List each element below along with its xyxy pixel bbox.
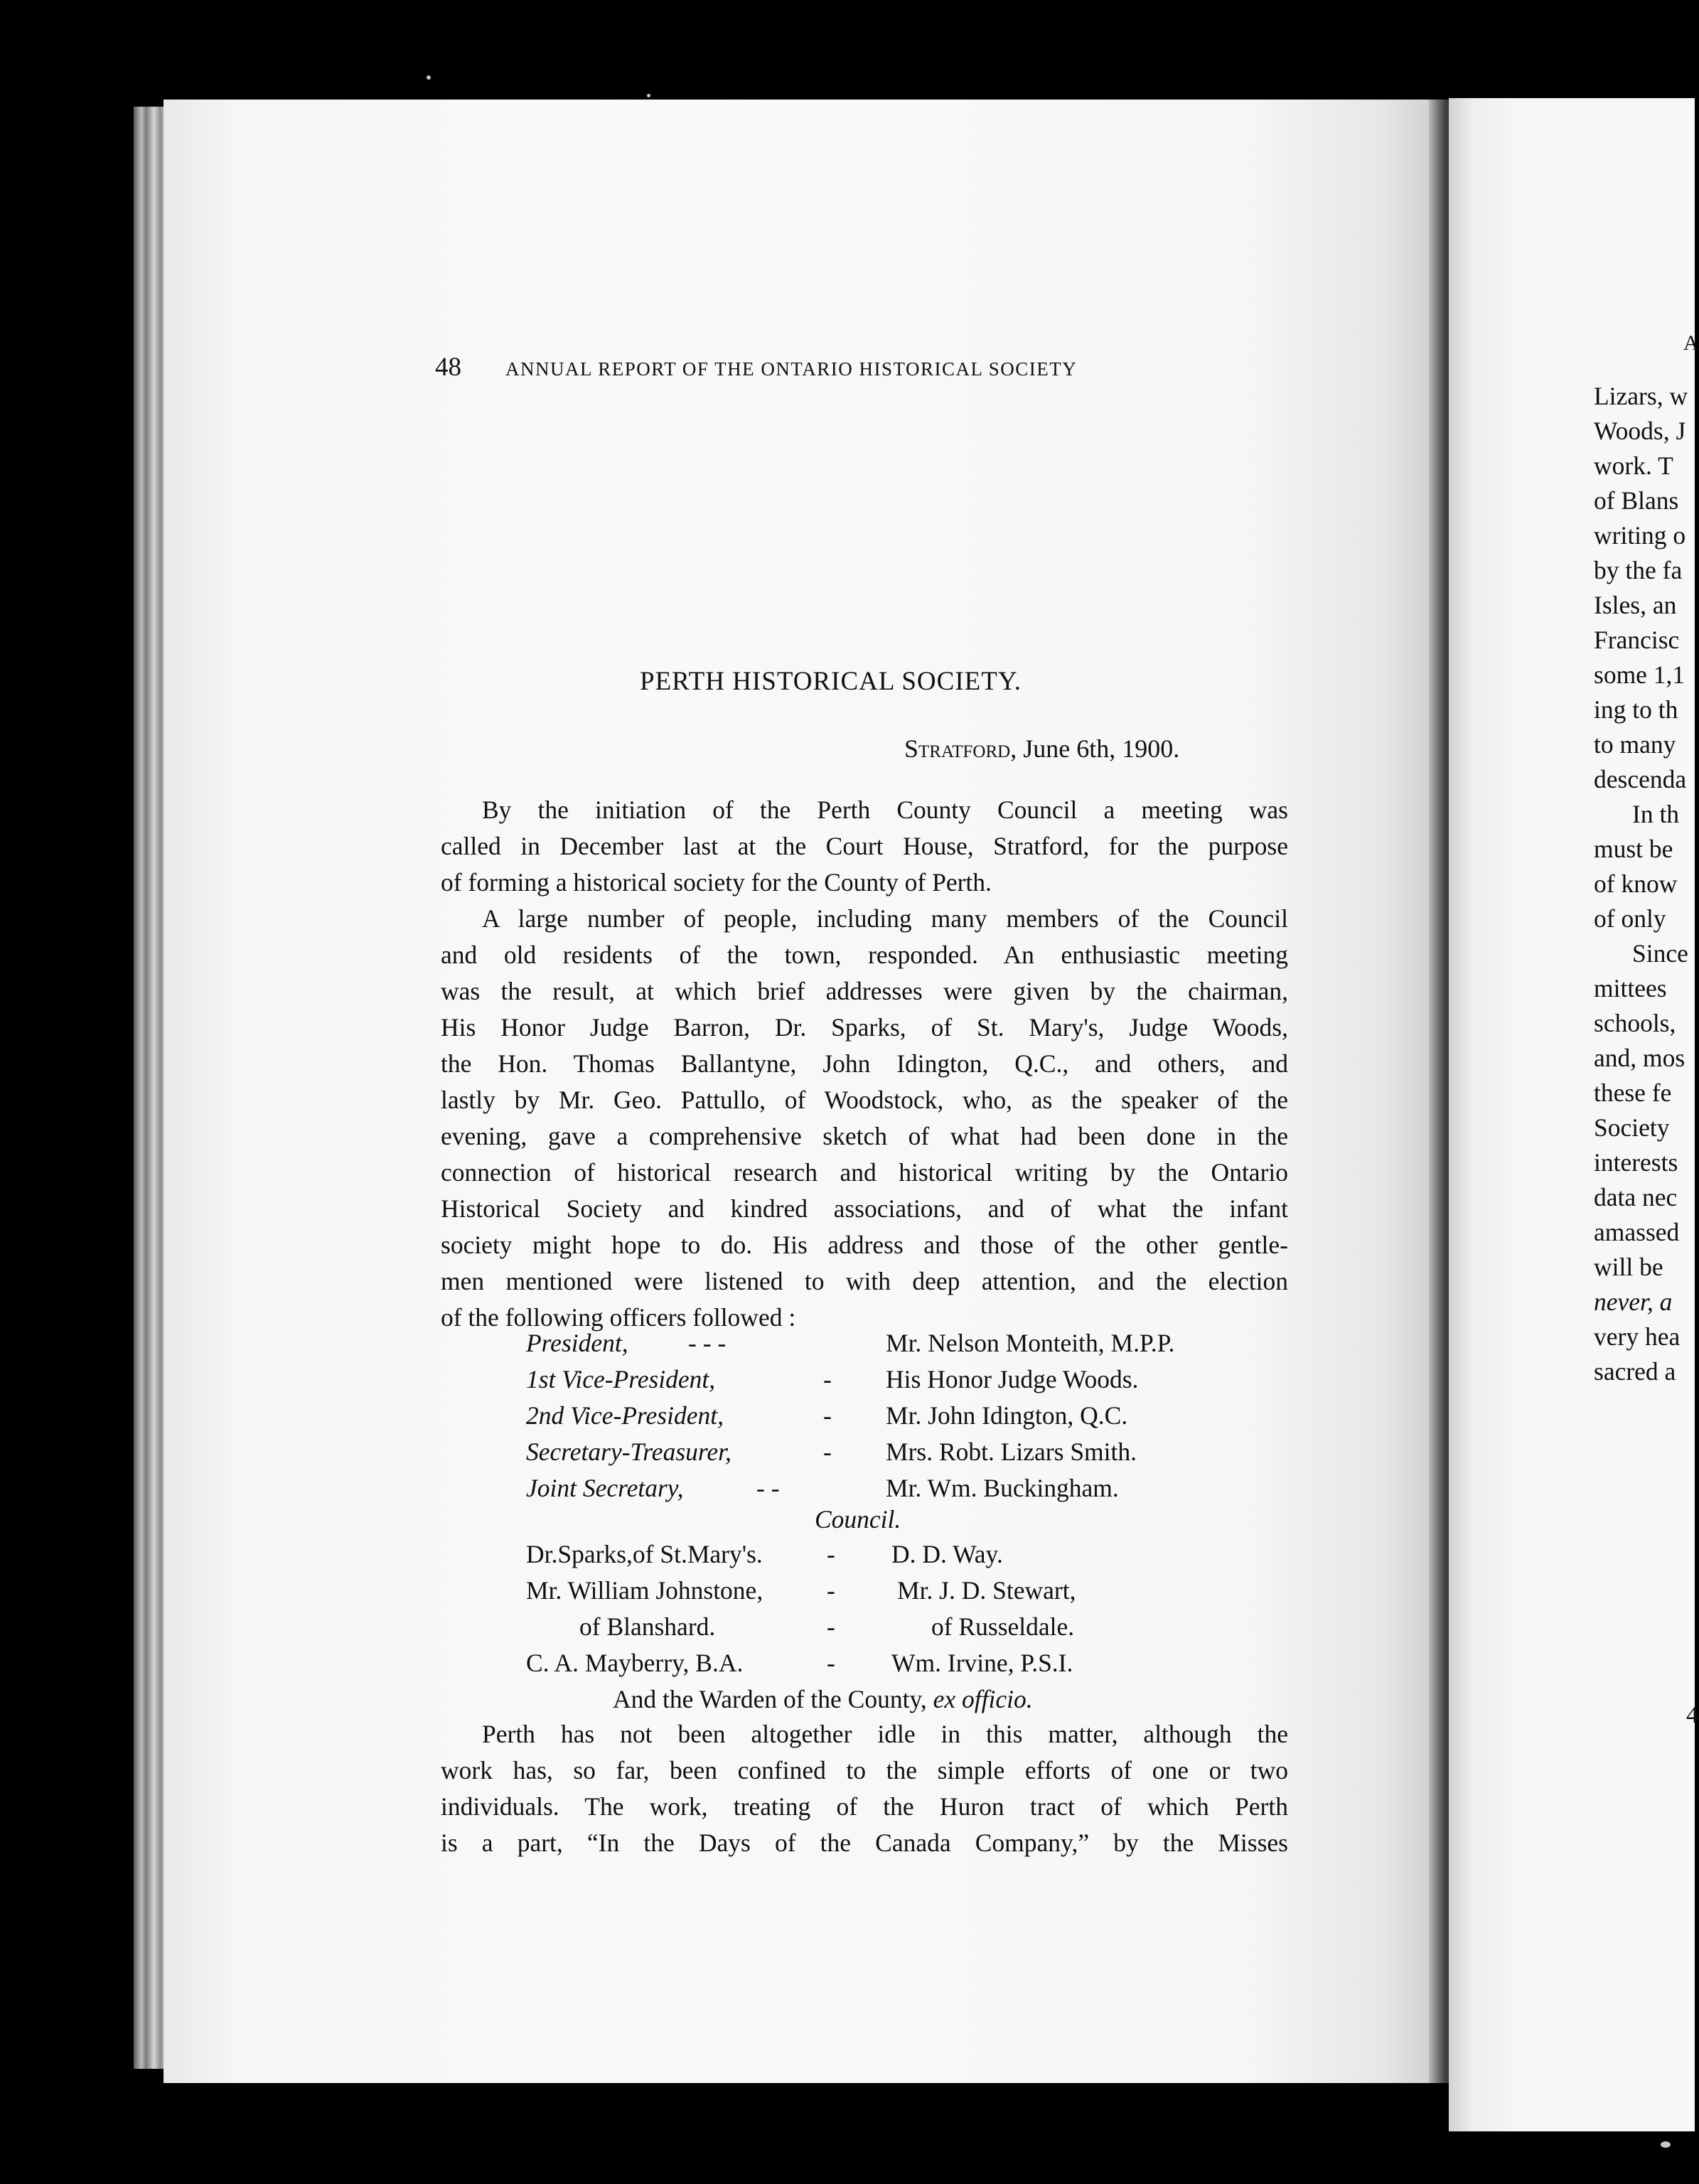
speck (427, 75, 431, 80)
facing-line: mittees (1594, 974, 1667, 1002)
facing-line: writing o (1594, 521, 1686, 550)
facing-line: Lizars, w (1594, 382, 1688, 410)
facing-line: these fe (1594, 1078, 1672, 1107)
text-line: men mentioned were listened to with deep attention, and the election (441, 1267, 1288, 1295)
page-number: 48 (435, 353, 461, 382)
officer-name: Mrs. Robt. Lizars Smith. (886, 1438, 1137, 1466)
text-line: called in December last at the Court House, Stratford, for the purpose (441, 832, 1288, 860)
facing-line: interests (1594, 1148, 1678, 1177)
facing-line: by the fa (1594, 556, 1683, 584)
council-member: Mr. J. D. Stewart, (897, 1576, 1076, 1605)
text-line: work has, so far, been confined to the simple efforts of one or two (441, 1756, 1288, 1784)
facing-line: never, a (1594, 1288, 1673, 1316)
facing-line: of only (1594, 904, 1666, 933)
text-line: society might hope to do. His address and those of the other gentle- (441, 1231, 1288, 1259)
facing-line: of know (1594, 869, 1678, 898)
text-line: lastly by Mr. Geo. Pattullo, of Woodstock, who, as the speaker of the (441, 1086, 1288, 1114)
facing-line: Francisc (1594, 626, 1680, 654)
text-line: individuals. The work, treating of the Huron tract of which Perth (441, 1792, 1288, 1821)
text-line: A large number of people, including many members of the Council (482, 904, 1288, 933)
officer-dash: - (823, 1438, 832, 1466)
facing-line: Since (1632, 939, 1688, 968)
text-line: is a part, “In the Days of the Canada Company,” by the Misses (441, 1829, 1288, 1857)
facing-line: schools, (1594, 1009, 1676, 1037)
facing-line: data nec (1594, 1183, 1678, 1211)
warden-line (613, 1687, 1033, 1713)
council-member: Mr. William Johnstone, (526, 1576, 763, 1605)
warden-text: And the Warden of the County, (613, 1685, 927, 1713)
article-title: PERTH HISTORICAL SOCIETY. (640, 667, 1022, 696)
council-dash: - (827, 1540, 835, 1568)
officer-role: 1st Vice-President, (526, 1365, 716, 1393)
facing-line: some 1,1 (1594, 660, 1685, 689)
facing-line: very hea (1594, 1322, 1681, 1351)
facing-line: will be (1594, 1253, 1663, 1281)
text-line: His Honor Judge Barron, Dr. Sparks, of St. Mary's, Judge Woods, (441, 1013, 1288, 1042)
text-line: was the result, at which brief addresses were given by the chairman, (441, 977, 1288, 1005)
officer-role: Secretary-Treasurer, (526, 1438, 731, 1466)
council-dash: - (827, 1649, 835, 1677)
council-member: D. D. Way. (891, 1540, 1003, 1568)
officer-dash: - - (756, 1474, 780, 1502)
facing-line: Woods, J (1594, 417, 1686, 445)
facing-line: Isles, an (1594, 591, 1677, 619)
officer-dash: - (823, 1365, 832, 1393)
council-member: Wm. Irvine, P.S.I. (891, 1649, 1073, 1677)
facing-line: ing to th (1594, 695, 1678, 724)
council-member-place: of Blanshard. (579, 1612, 716, 1641)
officer-role: Joint Secretary, (526, 1474, 684, 1502)
facing-line: In th (1632, 800, 1680, 828)
text-line: connection of historical research and historical writing by the Ontario (441, 1158, 1288, 1187)
text-line: and old residents of the town, responded. An enthusiastic meeting (441, 941, 1288, 969)
text-line: By the initiation of the Perth County Council a meeting was (482, 796, 1288, 824)
council-dash: - (827, 1576, 835, 1605)
facing-line: of Blans (1594, 486, 1679, 515)
council-member: Dr.Sparks,of St.Mary's. (526, 1540, 763, 1568)
speck (647, 94, 650, 97)
facing-line: Society (1594, 1113, 1670, 1142)
facing-line: work. T (1594, 451, 1673, 480)
council-member-place: of Russeldale. (931, 1612, 1075, 1641)
text-line: of the following officers followed : (441, 1303, 796, 1332)
facing-line: descenda (1594, 765, 1687, 793)
officer-role: 2nd Vice-President, (526, 1401, 724, 1430)
dateline (904, 734, 1179, 764)
text-line: evening, gave a comprehensive sketch of what had been done in the (441, 1122, 1288, 1150)
facing-line: amassed (1594, 1218, 1680, 1246)
facing-line: and, mos (1594, 1044, 1685, 1072)
facing-page-header: A (1683, 331, 1699, 355)
facing-line: must be (1594, 835, 1673, 863)
council-heading: Council. (815, 1505, 901, 1533)
speck (1661, 2141, 1671, 2148)
running-title: ANNUAL REPORT OF THE ONTARIO HISTORICAL SOCIETY (505, 358, 1078, 380)
text-line: the Hon. Thomas Ballantyne, John Idington, Q.C., and others, and (441, 1049, 1288, 1078)
dateline-date: June 6th, 1900. (1023, 734, 1180, 763)
officer-name: Mr. Nelson Monteith, M.P.P. (886, 1329, 1175, 1357)
facing-line: sacred a (1594, 1357, 1676, 1386)
officer-dash: - (823, 1401, 832, 1430)
officer-dash: - - - (688, 1329, 727, 1357)
warden-ex-officio: ex officio. (933, 1685, 1033, 1713)
officer-role: President, (526, 1329, 628, 1357)
text-line: Perth has not been altogether idle in this matter, although the (482, 1720, 1288, 1748)
council-dash: - (827, 1612, 835, 1641)
dateline-place: Stratford, (904, 734, 1017, 763)
text-line: Historical Society and kindred associations, and of what the infant (441, 1194, 1288, 1223)
council-member: C. A. Mayberry, B.A. (526, 1649, 744, 1677)
officer-name: Mr. Wm. Buckingham. (886, 1474, 1119, 1502)
page-header (435, 352, 1077, 382)
officer-name: His Honor Judge Woods. (886, 1365, 1139, 1393)
officer-name: Mr. John Idington, Q.C. (886, 1401, 1128, 1430)
facing-line: to many (1594, 730, 1676, 759)
text-line: of forming a historical society for the County of Perth. (441, 868, 992, 896)
facing-page-footer: 4 (1686, 1702, 1698, 1728)
